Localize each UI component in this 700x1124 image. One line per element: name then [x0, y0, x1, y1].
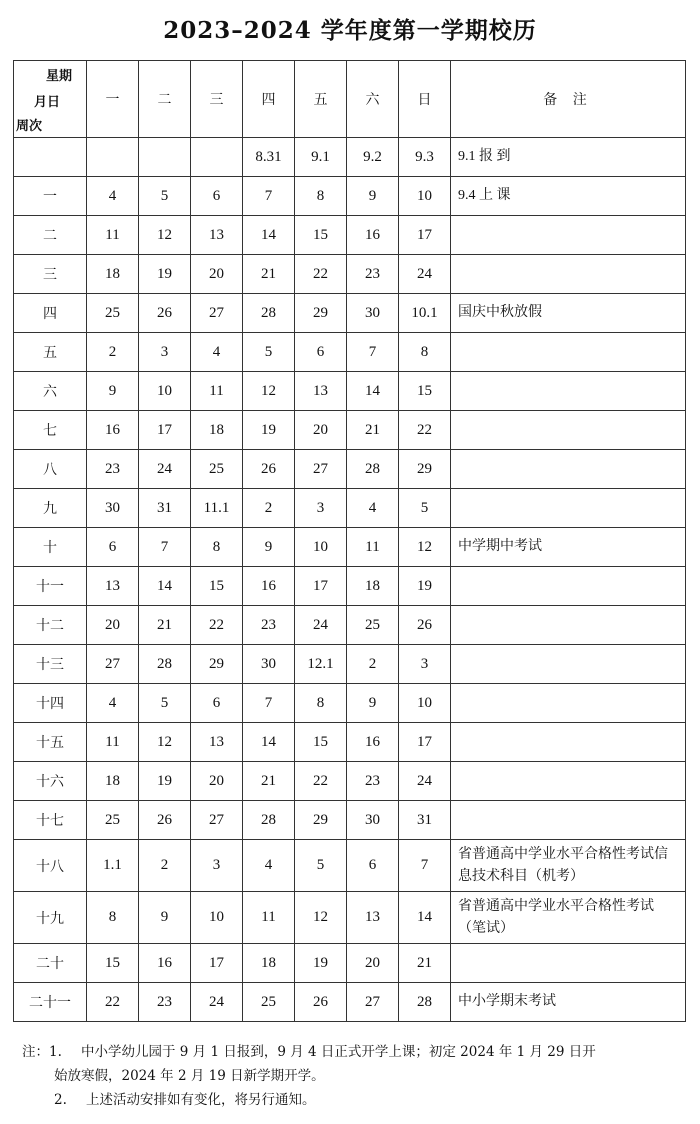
calendar-row: [14, 801, 686, 840]
date-cell: 18: [87, 255, 139, 294]
corner-weekday-label: 星期: [46, 68, 73, 83]
week-number-cell: 十一: [14, 567, 87, 606]
date-cell: 4: [243, 840, 295, 892]
date-cell: 16: [139, 944, 191, 983]
date-cell: 15: [191, 567, 243, 606]
date-cell: 24: [295, 606, 347, 645]
date-cell: 17: [399, 216, 451, 255]
day-header-wed: 三: [191, 61, 243, 138]
date-cell: 26: [399, 606, 451, 645]
date-cell: 23: [347, 762, 399, 801]
date-cell: 11: [87, 723, 139, 762]
date-cell: 24: [399, 255, 451, 294]
week-number-cell: 十八: [14, 840, 87, 892]
date-cell: 20: [347, 944, 399, 983]
date-cell: 21: [139, 606, 191, 645]
date-cell: 29: [191, 645, 243, 684]
remark-cell: [451, 645, 686, 684]
date-cell: 6: [87, 528, 139, 567]
remarks-header: 备 注: [451, 61, 686, 138]
calendar-row: [14, 294, 686, 333]
week-number-cell: 十九: [14, 892, 87, 944]
date-cell: 13: [347, 892, 399, 944]
date-cell: 17: [295, 567, 347, 606]
date-cell: 5: [295, 840, 347, 892]
footnote-2-number: 2.: [54, 1092, 67, 1108]
remark-cell: 省普通高中学业水平合格性考试信息技术科目（机考）: [451, 840, 686, 892]
calendar-row: [14, 372, 686, 411]
date-cell: 23: [139, 983, 191, 1022]
date-cell: [191, 138, 243, 177]
week-number-cell: 六: [14, 372, 87, 411]
date-cell: 22: [191, 606, 243, 645]
remark-cell: [451, 606, 686, 645]
day-header-fri: 五: [295, 61, 347, 138]
date-cell: 21: [243, 762, 295, 801]
date-cell: 22: [295, 255, 347, 294]
week-number-cell: 十二: [14, 606, 87, 645]
calendar-row: [14, 944, 686, 983]
date-cell: 9: [139, 892, 191, 944]
date-cell: 8: [191, 528, 243, 567]
date-cell: 23: [243, 606, 295, 645]
date-cell: 21: [399, 944, 451, 983]
date-cell: 26: [139, 801, 191, 840]
calendar-row: [14, 892, 686, 944]
remark-cell: 省普通高中学业水平合格性考试（笔试）: [451, 892, 686, 944]
week-number-cell: 二: [14, 216, 87, 255]
date-cell: 19: [139, 762, 191, 801]
corner-header-cell: [14, 61, 87, 138]
date-cell: 3: [399, 645, 451, 684]
date-cell: 9: [347, 177, 399, 216]
date-cell: 19: [399, 567, 451, 606]
week-number-cell: 七: [14, 411, 87, 450]
date-cell: 24: [139, 450, 191, 489]
date-cell: 6: [347, 840, 399, 892]
date-cell: 30: [243, 645, 295, 684]
date-cell: 13: [295, 372, 347, 411]
school-calendar-table: [13, 60, 686, 1022]
date-cell: 24: [191, 983, 243, 1022]
footnote-2-text: 上述活动安排如有变化，将另行通知。: [86, 1092, 316, 1108]
date-cell: 19: [139, 255, 191, 294]
date-cell: 12: [243, 372, 295, 411]
date-cell: 28: [347, 450, 399, 489]
calendar-row: [14, 684, 686, 723]
date-cell: 11: [243, 892, 295, 944]
calendar-body: [14, 138, 686, 1022]
date-cell: 19: [243, 411, 295, 450]
date-cell: 9: [347, 684, 399, 723]
date-cell: 9: [243, 528, 295, 567]
week-number-cell: 十七: [14, 801, 87, 840]
date-cell: 29: [295, 294, 347, 333]
date-cell: 21: [347, 411, 399, 450]
date-cell: 3: [139, 333, 191, 372]
week-number-cell: 十六: [14, 762, 87, 801]
day-header-thu: 四: [243, 61, 295, 138]
date-cell: 16: [243, 567, 295, 606]
date-cell: 2: [139, 840, 191, 892]
date-cell: 14: [243, 723, 295, 762]
date-cell: 13: [191, 216, 243, 255]
remark-cell: [451, 216, 686, 255]
remark-cell: [451, 333, 686, 372]
date-cell: 4: [87, 684, 139, 723]
date-cell: 30: [347, 294, 399, 333]
date-cell: 24: [399, 762, 451, 801]
date-cell: 27: [295, 450, 347, 489]
date-cell: 17: [139, 411, 191, 450]
remark-cell: [451, 450, 686, 489]
week-number-cell: [14, 138, 87, 177]
remark-cell: [451, 723, 686, 762]
date-cell: 6: [295, 333, 347, 372]
date-cell: 8: [295, 177, 347, 216]
remark-cell: 国庆中秋放假: [451, 294, 686, 333]
week-number-cell: 九: [14, 489, 87, 528]
date-cell: 23: [347, 255, 399, 294]
page-title: 2023–2024 学年度第一学期校历: [163, 17, 537, 44]
remark-cell: [451, 255, 686, 294]
date-cell: 9: [87, 372, 139, 411]
date-cell: 18: [347, 567, 399, 606]
calendar-row: [14, 840, 686, 892]
date-cell: 6: [191, 684, 243, 723]
date-cell: 20: [191, 255, 243, 294]
week-number-cell: 八: [14, 450, 87, 489]
date-cell: 8: [295, 684, 347, 723]
calendar-row: [14, 528, 686, 567]
remark-cell: 9.1 报 到: [451, 138, 686, 177]
date-cell: 13: [191, 723, 243, 762]
date-cell: [139, 138, 191, 177]
date-cell: 27: [191, 801, 243, 840]
date-cell: 9.3: [399, 138, 451, 177]
calendar-row: [14, 983, 686, 1022]
day-header-sun: 日: [399, 61, 451, 138]
calendar-row: [14, 645, 686, 684]
date-cell: 8.31: [243, 138, 295, 177]
date-cell: 22: [87, 983, 139, 1022]
date-cell: 11: [87, 216, 139, 255]
date-cell: 9.2: [347, 138, 399, 177]
date-cell: 10: [399, 177, 451, 216]
calendar-row: [14, 177, 686, 216]
date-cell: 28: [139, 645, 191, 684]
date-cell: 30: [347, 801, 399, 840]
week-number-cell: 五: [14, 333, 87, 372]
date-cell: 20: [191, 762, 243, 801]
date-cell: 5: [139, 177, 191, 216]
date-cell: 11.1: [191, 489, 243, 528]
date-cell: 27: [191, 294, 243, 333]
week-number-cell: 十四: [14, 684, 87, 723]
calendar-row: [14, 216, 686, 255]
date-cell: 18: [191, 411, 243, 450]
week-number-cell: 四: [14, 294, 87, 333]
footnote-1-continued: 始放寒假，2024 年 2 月 19 日新学期开学。: [54, 1068, 325, 1084]
calendar-row: [14, 411, 686, 450]
date-cell: 29: [295, 801, 347, 840]
date-cell: 16: [87, 411, 139, 450]
calendar-row: [14, 723, 686, 762]
date-cell: 10: [295, 528, 347, 567]
week-number-cell: 十三: [14, 645, 87, 684]
remark-cell: [451, 372, 686, 411]
remark-cell: [451, 801, 686, 840]
date-cell: 7: [139, 528, 191, 567]
calendar-row: [14, 567, 686, 606]
week-number-cell: 三: [14, 255, 87, 294]
footnote-2: [22, 1088, 688, 1112]
date-cell: 16: [347, 216, 399, 255]
remark-cell: [451, 684, 686, 723]
date-cell: 12.1: [295, 645, 347, 684]
date-cell: 9.1: [295, 138, 347, 177]
date-cell: 1.1: [87, 840, 139, 892]
calendar-row: [14, 333, 686, 372]
date-cell: 15: [295, 216, 347, 255]
day-header-sat: 六: [347, 61, 399, 138]
remark-cell: 中学期中考试: [451, 528, 686, 567]
day-header-mon: 一: [87, 61, 139, 138]
footnotes: [22, 1040, 688, 1112]
remark-cell: [451, 762, 686, 801]
date-cell: 7: [399, 840, 451, 892]
date-cell: 15: [399, 372, 451, 411]
remark-cell: [451, 944, 686, 983]
remark-cell: 9.4 上 课: [451, 177, 686, 216]
date-cell: 31: [399, 801, 451, 840]
table-header-row: [14, 61, 686, 138]
week-number-cell: 十五: [14, 723, 87, 762]
date-cell: 27: [347, 983, 399, 1022]
date-cell: 5: [243, 333, 295, 372]
calendar-row: [14, 762, 686, 801]
date-cell: 13: [87, 567, 139, 606]
date-cell: 3: [191, 840, 243, 892]
date-cell: 29: [399, 450, 451, 489]
date-cell: 14: [347, 372, 399, 411]
date-cell: 8: [87, 892, 139, 944]
date-cell: 15: [295, 723, 347, 762]
footnote-label: 注：: [22, 1044, 49, 1060]
date-cell: 12: [295, 892, 347, 944]
date-cell: 11: [347, 528, 399, 567]
calendar-row: [14, 255, 686, 294]
date-cell: 25: [87, 801, 139, 840]
date-cell: 3: [295, 489, 347, 528]
week-number-cell: 十: [14, 528, 87, 567]
week-number-cell: 一: [14, 177, 87, 216]
date-cell: [87, 138, 139, 177]
date-cell: 20: [87, 606, 139, 645]
date-cell: 8: [399, 333, 451, 372]
date-cell: 19: [295, 944, 347, 983]
date-cell: 28: [399, 983, 451, 1022]
date-cell: 18: [243, 944, 295, 983]
date-cell: 23: [87, 450, 139, 489]
date-cell: 30: [87, 489, 139, 528]
date-cell: 4: [347, 489, 399, 528]
date-cell: 14: [399, 892, 451, 944]
date-cell: 10: [139, 372, 191, 411]
footnote-1-number: 1.: [49, 1044, 62, 1060]
date-cell: 25: [347, 606, 399, 645]
date-cell: 28: [243, 801, 295, 840]
date-cell: 26: [243, 450, 295, 489]
date-cell: 4: [87, 177, 139, 216]
date-cell: 25: [87, 294, 139, 333]
date-cell: 10: [399, 684, 451, 723]
date-cell: 11: [191, 372, 243, 411]
date-cell: 21: [243, 255, 295, 294]
calendar-row: [14, 489, 686, 528]
date-cell: 6: [191, 177, 243, 216]
day-header-tue: 二: [139, 61, 191, 138]
date-cell: 5: [139, 684, 191, 723]
date-cell: 17: [399, 723, 451, 762]
date-cell: 12: [139, 216, 191, 255]
date-cell: 28: [243, 294, 295, 333]
date-cell: 10.1: [399, 294, 451, 333]
date-cell: 7: [243, 177, 295, 216]
date-cell: 31: [139, 489, 191, 528]
date-cell: 2: [87, 333, 139, 372]
date-cell: 2: [243, 489, 295, 528]
date-cell: 25: [191, 450, 243, 489]
footnote-1-text: 中小学幼儿园于 9 月 1 日报到，9 月 4 日正式开学上课；初定 2024 年 1 月 29 日开: [81, 1044, 596, 1060]
date-cell: 4: [191, 333, 243, 372]
remark-cell: [451, 411, 686, 450]
date-cell: 14: [243, 216, 295, 255]
calendar-row: [14, 606, 686, 645]
remark-cell: [451, 489, 686, 528]
remark-cell: [451, 567, 686, 606]
date-cell: 26: [139, 294, 191, 333]
calendar-row: [14, 450, 686, 489]
date-cell: 20: [295, 411, 347, 450]
date-cell: 10: [191, 892, 243, 944]
week-number-cell: 二十: [14, 944, 87, 983]
week-number-cell: 二十一: [14, 983, 87, 1022]
date-cell: 25: [243, 983, 295, 1022]
corner-week-label: 周次: [16, 118, 43, 133]
calendar-row: [14, 138, 686, 177]
date-cell: 2: [347, 645, 399, 684]
date-cell: 16: [347, 723, 399, 762]
date-cell: 26: [295, 983, 347, 1022]
date-cell: 22: [399, 411, 451, 450]
date-cell: 17: [191, 944, 243, 983]
date-cell: 15: [87, 944, 139, 983]
date-cell: 22: [295, 762, 347, 801]
corner-date-label: 月日: [34, 94, 61, 109]
date-cell: 5: [399, 489, 451, 528]
date-cell: 12: [139, 723, 191, 762]
date-cell: 12: [399, 528, 451, 567]
date-cell: 27: [87, 645, 139, 684]
footnote-1: [22, 1040, 688, 1064]
date-cell: 7: [243, 684, 295, 723]
date-cell: 14: [139, 567, 191, 606]
date-cell: 7: [347, 333, 399, 372]
remark-cell: 中小学期末考试: [451, 983, 686, 1022]
date-cell: 18: [87, 762, 139, 801]
